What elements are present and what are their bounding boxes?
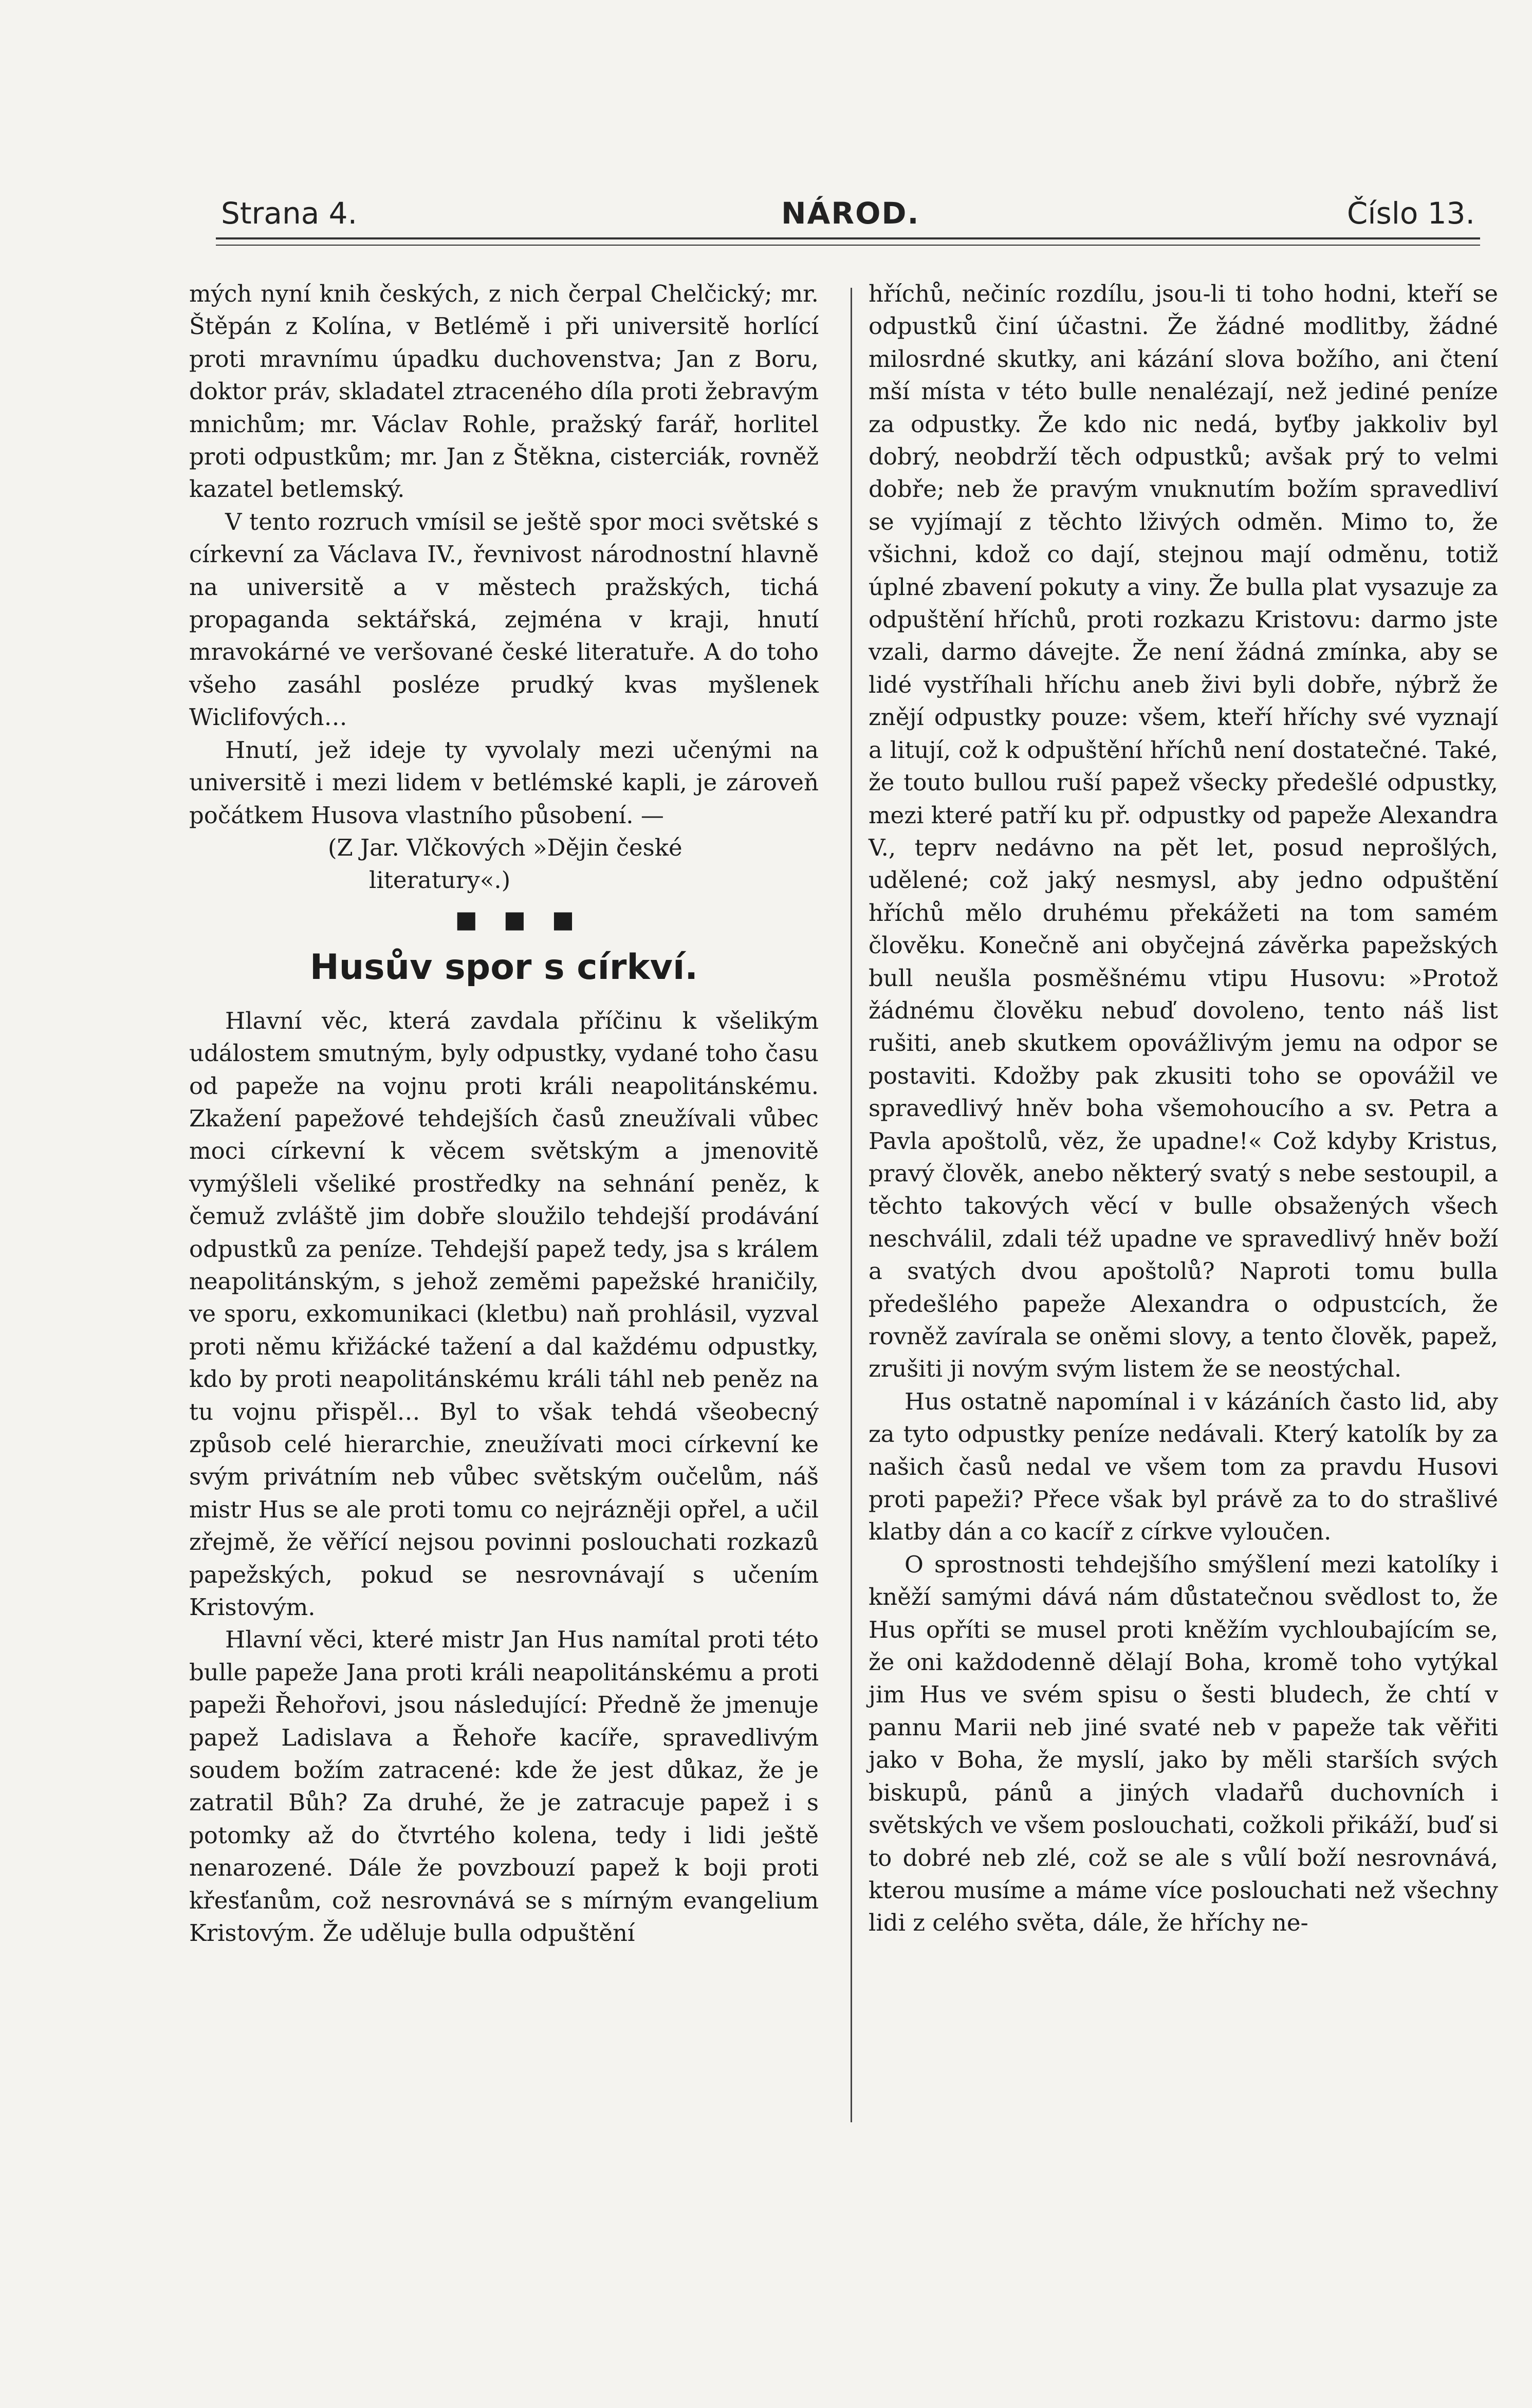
page-header [221, 195, 1475, 231]
citation-line: (Z Jar. Vlčkových »Dějin české [328, 833, 682, 861]
paragraph: Hus ostatně napomínal i v kázáních často lid, aby za tyto odpustky peníze nedávali. Který katolík by za našich časů nedal ve všem tom za pravdu Husovi proti papeži? Přece však byl právě za to do strašlivé klatby dán a co kacíř z církve vyloučen. [869, 1387, 1498, 1546]
right-column [869, 277, 1498, 1939]
paragraph: O sprostnosti tehdejšího smýšlení mezi katolíky i kněží samými dává nám důstatečnou svědlost to, že Hus opříti se musel proti kněžím vychloubajícím se, že oni každodenně dělají Boha, kromě toho vytýkal jim Hus ve svém spisu o šesti bludech, že chtí v pannu Marii neb jiné svaté neb v papeže tak věřiti jako v Boha, že myslí, jako by měli starších svých biskupů, pánů a jiných vladařů duchovních i světských ve všem poslouchati, cožkoli přikáží, buď si to dobré neb zlé, což se ale s vůlí boží nesrovnává, kterou musíme a máme více poslouchati než všechny lidi z celého světa, dále, že hříchy ne- [869, 1550, 1498, 1937]
issue-number: Číslo 13. [1346, 196, 1475, 231]
paragraph: Hlavní věci, které mistr Jan Hus namítal proti této bulle papeže Jana proti králi neapolitánskému a proti papeži Řehořovi, jsou následující: Předně že jmenuje papež Ladislava a Řehoře kacíře, spravedlivým soudem božím zatracené: kde že jest důkaz, že je zatratil Bůh? Za druhé, že je zatracuje papež i s potomky až do čtvrtého kolena, tedy i lidi ještě nenarozené. Dále že povzbouzí papež k boji proti křesťanům, což nesrovnává se s mírným evangelium Kristovým. Že uděluje bulla odpuštění [189, 1626, 819, 1947]
paragraph: V tento rozruch vmísil se ještě spor moci světské s církevní za Václava IV., řevnivost národnostní hlavně na universitě a v městech pražských, tichá propaganda sektářská, zejména v kraji, hnutí mravokárné ve veršované české literatuře. A do toho všeho zasáhl posléze prudký kvas myšlenek Wiclifových… [189, 508, 819, 731]
page-number: Strana 4. [221, 196, 358, 231]
header-rule [216, 237, 1480, 246]
section-heading: Husův spor s církví. [309, 947, 698, 988]
column-divider [851, 288, 852, 2122]
paragraph: hříchů, nečiníc rozdílu, jsou-li ti toho hodni, kteří se odpustků činí účastni. Že žádné modlitby, žádné milosrdné skutky, ani kázání slova božího, ani čtení mší místa v této bulle nenalézají, než jediné peníze za odpustky. Že kdo nic nedá, byťby jakkoliv byl dobrý, neobdrží těch odpustků; avšak prý to velmi dobře; neb že pravým vnuknutím božím spravedliví se vyjímají z těchto lživých odměn. Mimo to, že všichni, kdož co dají, stejnou mají odměnu, totiž úplné zbavení pokuty a viny. Že bulla plat vysazuje za odpuštění hříchů, proti rozkazu Kristovu: darmo jste vzali, darmo dávejte. Že není žádná zmínka, aby se lidé vystříhali hříchu aneb živi byli dobře, nýbrž že znějí odpustky pouze: všem, kteří hříchy své vyznají a litují, což k odpuštění hříchů není dostatečné. Také, že touto bullou ruší papež všecky předešlé odpustky, mezi které patří ku př. odpustky od papeže Alexandra V., teprv nedávno na pět let, posud neprošlých, udělené; což jaký nesmysl, aby jedno odpuštění hříchů mělo druhému překážeti na tom samém člověku. Konečně ani obyčejná závěrka papežských bull neušla posměšnému vtipu Husovu: »Protož žádnému člověku nebuď dovoleno, tento náš list rušiti, aneb skutkem opovážlivým jemu na odpor se postaviti. Kdožby pak zkusiti toho se opovážil ve spravedlivý hněv boha všemohoucího a sv. Petra a Pavla apoštolů, věz, že upadne!« Což kdyby Kristus, pravý člověk, anebo některý svatý s nebe sestoupil, a těchto takových věcí v bulle obsažených všech neschválil, zdali též upadne ve spravedlivý hněv boží a svatých dvou apoštolů? Naproti tomu bulla předešlého papeže Alexandra o odpustcích, že rovněž zavírala se oněmi slovy, a tento člověk, papež, zrušiti ji novým svým listem že se neostýchal. [869, 280, 1498, 1383]
paragraph: mých nyní knih českých, z nich čerpal Chelčický; mr. Štěpán z Kolína, v Betlémě i při universitě horlící proti mravnímu úpadku duchovenstva; Jan z Boru, doktor práv, skladatel ztraceného díla proti žebravým mnichům; mr. Václav Rohle, pražský farář, horlitel proti odpustkům; mr. Jan z Štěkna, cisterciák, rovněž kazatel betlemský. [189, 280, 819, 503]
citation [189, 831, 819, 897]
left-column [189, 277, 819, 1950]
section-separator: ■ ■ ■ [455, 905, 584, 933]
citation-line: literatury«.) [369, 866, 511, 894]
newspaper-title: NÁROD. [781, 196, 920, 231]
paragraph: Hnutí, jež ideje ty vyvolaly mezi učenými na universitě i mezi lidem v betlémské kapli, je zároveň počátkem Husova vlastního působení. — [189, 736, 819, 829]
paragraph: Hlavní věc, která zavdala příčinu k všelikým událostem smutným, byly odpustky, vydané toho času od papeže na vojnu proti králi neapolitánskému. Zkažení papežové tehdejších časů zneužívali vůbec moci církevní k věcem světským a jmenovitě vymýšleli všeliké prostředky na sehnání peněz, k čemuž zvláště jim dobře sloužilo tehdejší prodávání odpustků za peníze. Tehdejší papež tedy, jsa s králem neapolitánským, s jehož zeměmi papežské hraničily, ve sporu, exkomunikaci (kletbu) naň prohlásil, vyzval proti němu křižácké tažení a dal každému odpustky, kdo by proti neapolitánskému králi táhl neb peněz na tu vojnu přispěl… Byl to však tehdá všeobecný způsob celé hierarchie, zneužívati moci církevní ke svým privátním neb vůbec světským oučelům, náš mistr Hus se ale proti tomu co nejrázněji opřel, a učil zřejmě, že věřící nejsou povinni poslouchati rozkazů papežských, pokud se nesrovnávají s učením Kristovým. [189, 1007, 819, 1621]
